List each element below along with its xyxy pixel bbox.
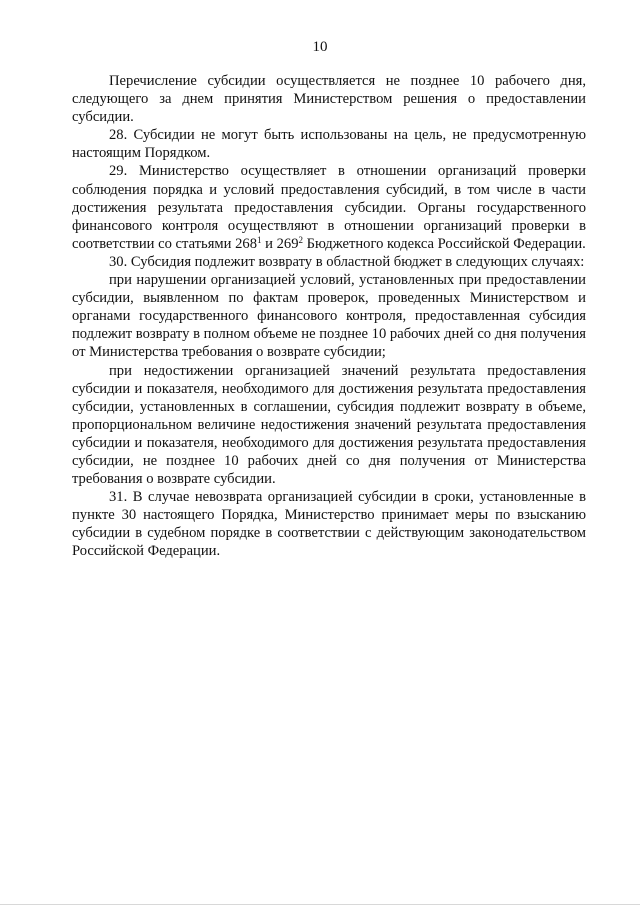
- paragraph-item-28: 28. Субсидии не могут быть использованы на цель, не предусмотренную настоящим Порядком.: [72, 127, 586, 162]
- superscript-article-269: 2: [298, 234, 303, 245]
- paragraph-item-30-violation-case: при нарушении организацией условий, установленных при предоставлении субсидии, выявленном по фактам проверок, проведенных Министерством и органами государственного финансового контроля, предоставленная субсидия подлежит возврату в полном объеме не позднее 10 рабочих дней со дня получения от Министерства требования о возврате субсидии;: [72, 272, 586, 361]
- superscript-article-268: 1: [257, 234, 262, 245]
- paragraph-item-30: 30. Субсидия подлежит возврату в областной бюджет в следующих случаях:: [109, 253, 585, 270]
- paragraph-item-29-text-part2: и 269: [261, 235, 299, 252]
- paragraph-item-29-text-part3: Бюджетного кодекса Российской Федерации.: [303, 235, 586, 252]
- paragraph-item-29: [72, 162, 586, 252]
- page-number: 10: [312, 39, 328, 55]
- paragraph-subsidy-transfer: Перечисление субсидии осуществляется не позднее 10 рабочего дня, следующего за днем принятия Министерством решения о предоставлении субсидии.: [72, 73, 586, 126]
- paragraph-item-31: 31. В случае невозврата организацией субсидии в сроки, установленные в пункте 30 настоящего Порядка, Министерство принимает меры по взысканию субсидии в судебном порядке в соответствии с действующим законодательством Российской Федерации.: [72, 489, 586, 560]
- paragraph-item-29-text-part1: 29. Министерство осуществляет в отношении организаций проверки соблюдения порядка и условий предоставления субсидий, в том числе в части достижения результата предоставления субсидии. Органы государственного финансового контроля осуществляют в отношении организаций проверки в соответствии со статьями 268: [72, 163, 586, 252]
- document-body: [72, 72, 586, 561]
- paragraph-item-30-nonachievement-case: при недостижении организацией значений результата предоставления субсидии и показателя, необходимого для достижения результата предоставления субсидии, установленных в соглашении, субсидия подлежит возврату в объеме, пропорциональном величине недостижения значений результата предоставления субсидии и показателя, необходимого для достижения результата предоставления субсидии, не позднее 10 рабочих дней со дня получения от Министерства требования о возврате субсидии.: [72, 362, 586, 488]
